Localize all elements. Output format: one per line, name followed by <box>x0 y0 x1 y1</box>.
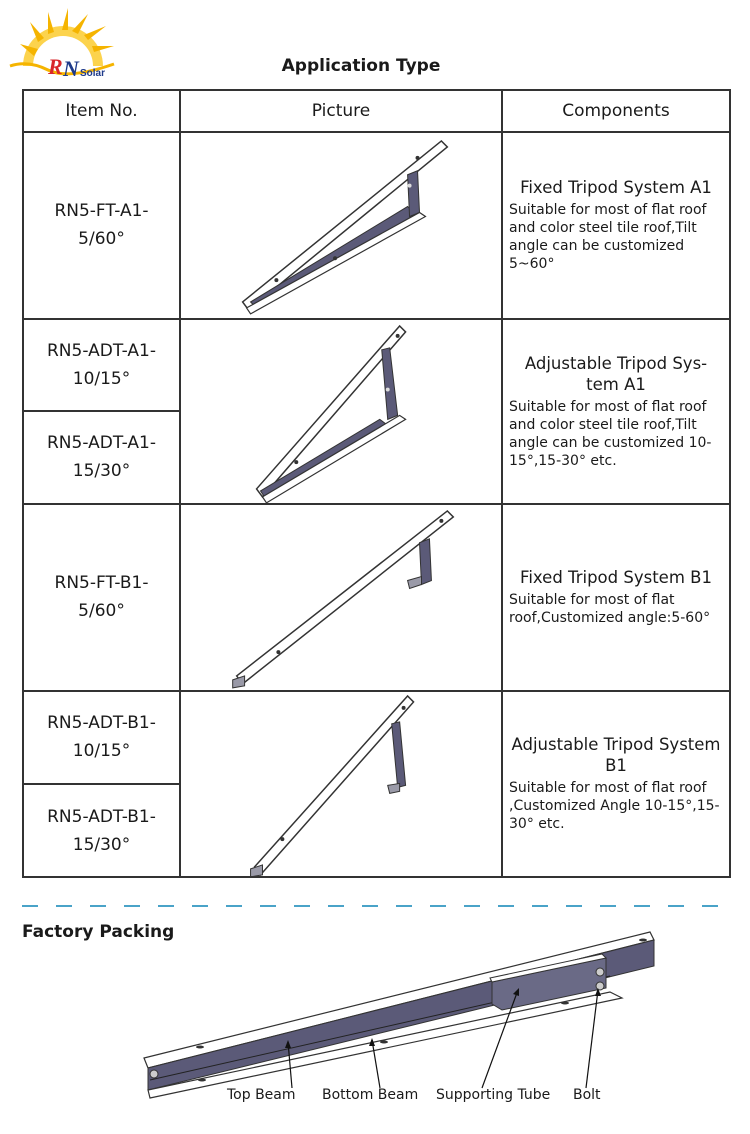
item-no-cell: RN5-ADT-A1- 10/15° <box>23 319 180 411</box>
item-no-cell: RN5-ADT-B1- 15/30° <box>23 784 180 877</box>
item-no-cell: RN5-ADT-A1- 15/30° <box>23 411 180 503</box>
component-desc: Suitable for most of flat roof and color steel tile roof,Tilt angle can be customized 5~60° <box>509 202 707 273</box>
component-title: Adjustable Tripod Sys- tem A1 <box>524 353 708 394</box>
application-type-table <box>22 89 731 878</box>
label-bottom-beam: Bottom Beam <box>322 1087 419 1103</box>
component-cell <box>502 504 730 691</box>
factory-packing-title: Factory Packing <box>22 922 175 942</box>
header-components: Components <box>502 90 730 132</box>
fixed-tripod-a1-picture <box>180 132 502 319</box>
label-supporting-tube: Supporting Tube <box>436 1087 551 1103</box>
page-title: Application Type <box>281 56 441 76</box>
table-row <box>23 504 730 691</box>
component-desc: Suitable for most of flat roof and color steel tile roof,Tilt angle can be customized 10-15°,15-30° etc. <box>509 398 712 469</box>
component-title: Fixed Tripod System A1 <box>520 178 712 198</box>
table-row <box>23 132 730 319</box>
svg-text:N: N <box>63 56 79 81</box>
label-top-beam: Top Beam <box>227 1087 296 1103</box>
item-no-cell: RN5-FT-B1- 5/60° <box>23 504 180 691</box>
adjustable-tripod-b1-picture <box>180 691 502 878</box>
fixed-tripod-b1-picture <box>180 504 502 691</box>
svg-text:Solar: Solar <box>80 68 106 79</box>
item-no-cell: RN5-FT-A1- 5/60° <box>23 132 180 319</box>
table-header-row <box>23 90 730 132</box>
component-cell <box>502 691 730 878</box>
component-title: Fixed Tripod System B1 <box>520 568 712 588</box>
dashed-divider <box>22 905 732 907</box>
table-row <box>23 319 730 411</box>
component-cell <box>502 319 730 504</box>
svg-text:R: R <box>48 54 63 79</box>
component-desc: Suitable for most of flat roof ,Customized Angle 10-15°,15-30° etc. <box>509 780 720 833</box>
adjustable-tripod-a1-picture <box>180 319 502 504</box>
header-item-no: Item No. <box>23 90 180 132</box>
component-title: Adjustable Tripod System B1 <box>511 735 721 776</box>
component-desc: Suitable for most of flat roof,Customized angle:5-60° <box>509 592 711 627</box>
header-picture: Picture <box>180 90 502 132</box>
label-bolt: Bolt <box>573 1087 601 1103</box>
table-row <box>23 691 730 784</box>
component-cell <box>502 132 730 319</box>
item-no-cell: RN5-ADT-B1- 10/15° <box>23 691 180 784</box>
